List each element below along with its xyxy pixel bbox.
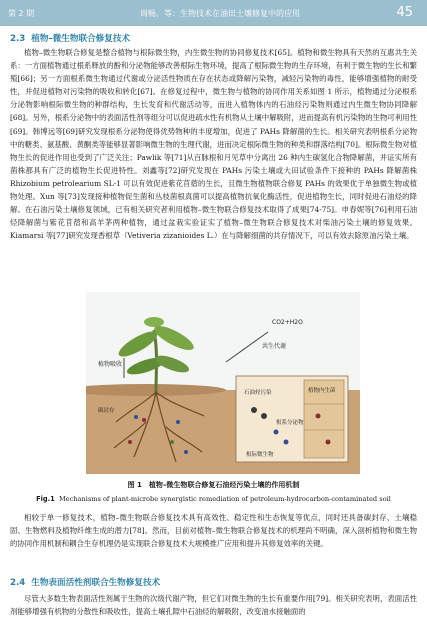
- figure-plant-microbe-diagram: [86, 292, 360, 474]
- sequestration-label: 碳封存: [98, 408, 115, 414]
- exudate-label: 根系分泌物: [276, 420, 304, 426]
- endophyte-label: 植物内生菌: [308, 388, 336, 394]
- leaf-icon: [144, 317, 164, 327]
- section-number: 2.3: [10, 34, 26, 44]
- hydrocarbon-label: 石油烃污染: [244, 390, 272, 396]
- body-paragraph-2-4-a: 尽管大多数生物表面活性剂属于生物的次级代谢产物，但它们对微生物的生长有重要作用[79]。相关研究表明，表面活性剂能够增强有机物的分散性和吸收性，提高土壤孔隙中石油烃的解吸附，改变油水接触面的: [10, 594, 417, 617]
- symbiosis-label: 共生代谢: [262, 343, 287, 350]
- figure-caption-en-text: Mechanisms of plant-microbe synergistic remediation of petroleum-hydrocarbon-contaminated soil: [58, 495, 391, 503]
- section-heading-2-4: [10, 576, 160, 588]
- figure-caption-prefix: Fig.1: [36, 495, 55, 503]
- page-header: [0, 0, 427, 26]
- figure-caption-en: [0, 495, 427, 503]
- uptake-label: 植物吸收: [98, 361, 123, 368]
- section-number: 2.4: [10, 578, 26, 588]
- page-number: 45: [396, 5, 413, 20]
- section-heading-2-3: [10, 32, 130, 44]
- section-title: 植物–微生物联合修复技术: [31, 34, 131, 44]
- body-paragraph-2-3-a: 植物–微生物联合修复是整合植物与根际微生物，内生微生物的协同修复技术[65]。植物和微生物具有天然的互惠共生关系：一方面植物通过根系释放的酚和分泌物能够改善根际生物环境，提高了根际微生物的生存环境，有利于微生物的生长和繁殖[66]；另一方面根系微生物通过代谢或分泌活性物质在存在状态或降解污染物，减轻污染物的毒性，能够增强植物的耐受性，并促进植物对污染物的吸收和转化[67]。在修复过程中，微生物与植物的协同作用关系如图 1 所示，植物通过分泌根系分泌物影响根际微生物的种群结构，生长发育和代谢活动等，而进入植物体内的石油烃污染物则通过内生微生物协同降解[68]。另外，根系分泌物中的表面活性剂等组分可以促进疏水性有机物从土壤中解吸附，进而提高有机污染物的生物可利用性[69]。韩博远等[69]研究发现根系分泌物使得优势物种的丰度增加，促进了 PAHs 降解菌的生长。相关研究表明根系分泌物中的糖类、氨基酸、黄酮类等能够显著影响微生物的生理代谢，进而决定根际微生物的种类和群落结构[70]。根际微生物对植物生长的促进作用也受到了广泛关注；Pawlik 等[71]从百脉根和月见草中分离出 26 种内生碳氢化合物降解菌，并证实所有菌株都具有广泛的植物生长促进特性。刘鑫等[72]研究发现在 PAHs 污染土壤或大田试验条件下接种的 PAHs 降解菌株 Rhizobium petrolearium SL-1 可以有效促进紫花苜蓿的生长，且微生物植物联合修复 PAHs 的效果优于单独微生物或植物处理。Xun 等[73]发现接种植物促生菌和丛枝菌根真菌可以提高植物抗氧化酶活性，促进植物生长，同时促进石油烃的降解。在石油污染土壤修复领域，已有相关研究者利用植物–微生物联合修复技术取得了成果[74-75]。申春妮等[76]利用石油烃降解菌与紫花苜蓿和高羊茅两种植物，通过盆栽实验证实了植物–微生物联合修复技术对柴油污染土壤的修复效果。Kiamarsi 等[77]研究发现香根草（Vetiveria zizanioides L.）在与降解细菌的共存情况下，可以有效去除原油污染土壤。: [10, 48, 417, 241]
- rhizosphere-label: 根际微生物: [246, 452, 274, 458]
- body-paragraph-2-3-b: 相较于单一修复技术，植物–微生物联合修复技术具有高效性、稳定性和生态恢复等优点，同时还具备碳封存、土壤稳固、生物燃料及植物纤维生成的潜力[78]。然而，目前对植物–微生物联合修复技术的机理尚不明确，深入剖析植物和微生物的协同作用机制和耦合生存机理仍是实现联合修复技术大规模推广应用和提升其修复效率的关键。: [10, 513, 417, 549]
- section-title: 生物表面活性剂联合生物修复技术: [31, 578, 161, 588]
- co2-label: CO2+H2O: [272, 319, 303, 326]
- sky-background: [86, 292, 360, 390]
- issue-label: 第 2 期: [8, 9, 35, 18]
- running-title: 周畅，等：生物技术在油田土壤修复中的应用: [140, 9, 300, 18]
- figure-caption-zh: 图 1 植物–微生物联合修复石油烃污染土壤的作用机制: [127, 481, 300, 489]
